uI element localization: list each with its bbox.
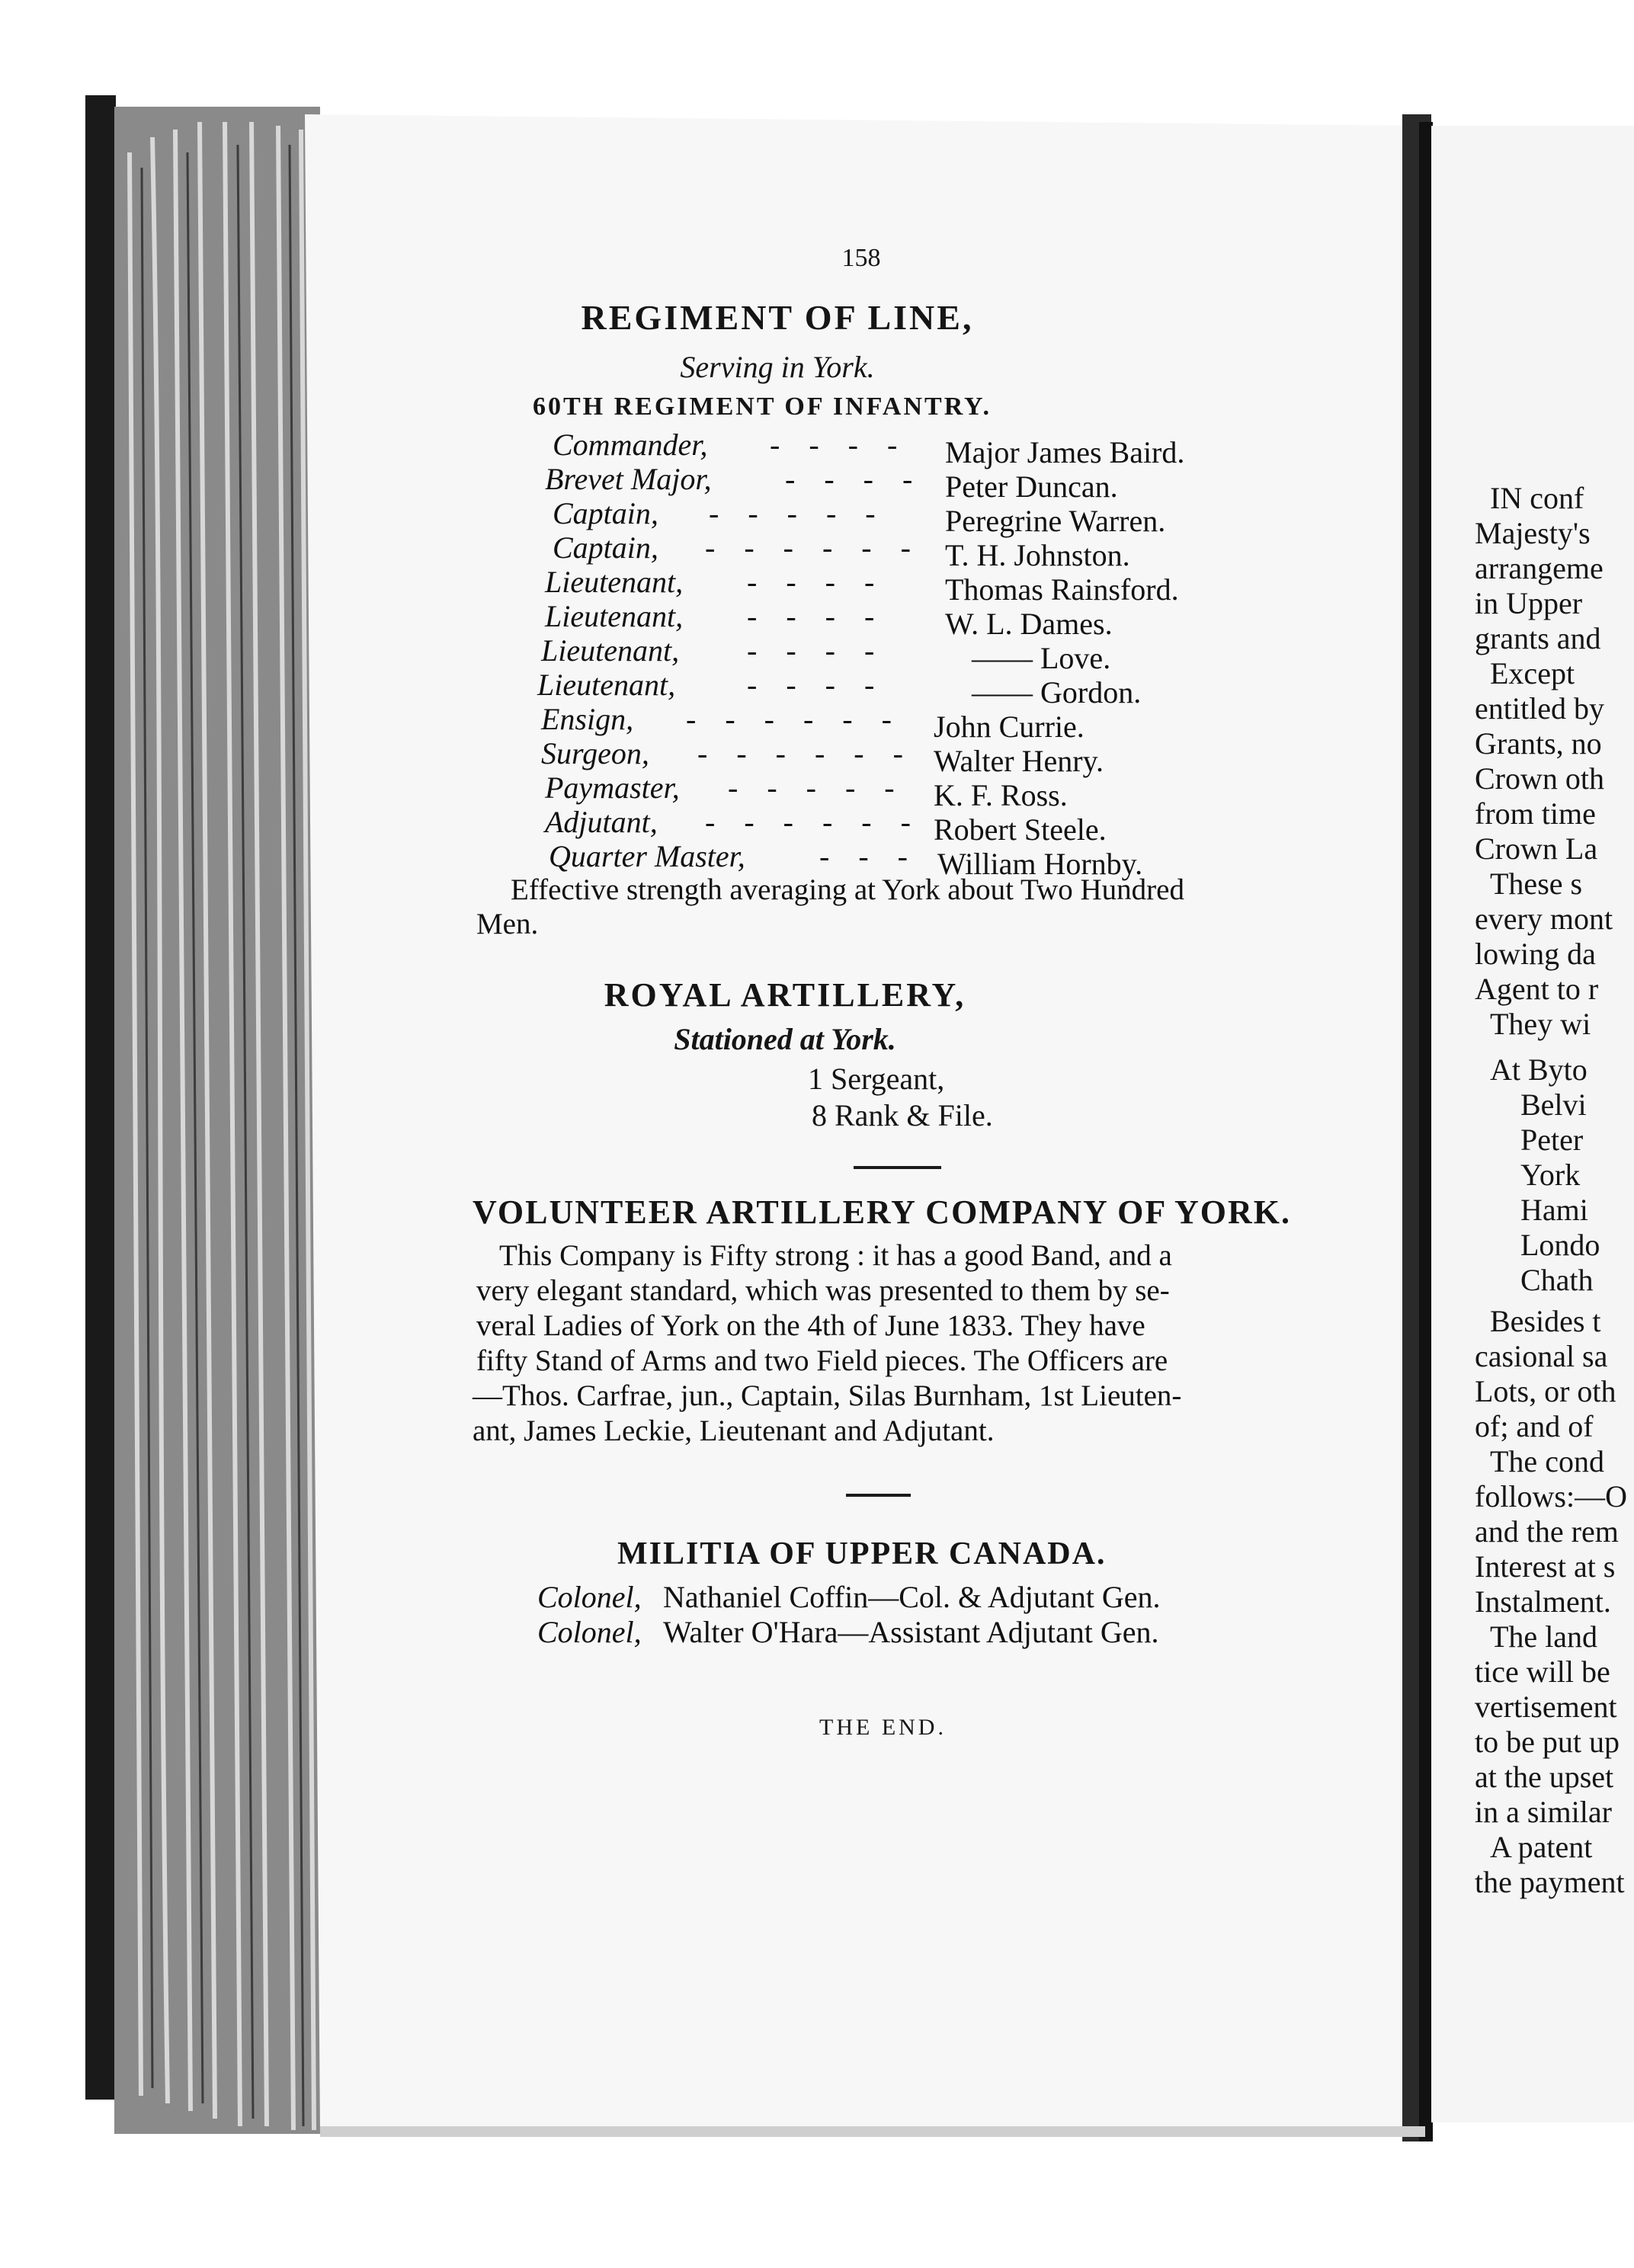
leader-dots: - - - - [770, 428, 908, 462]
volunteer-line: ant, James Leckie, Lieutenant and Adjutant. [473, 1414, 995, 1447]
right-page-line: every mont [1475, 902, 1613, 936]
leader-dots: - - - - [785, 462, 924, 496]
leader-dots: - - - - [747, 565, 886, 599]
right-page-line: Peter [1520, 1123, 1584, 1157]
officer-rank: Commander, [553, 428, 708, 462]
officer-rank: Lieutenant, [545, 565, 684, 599]
officer-name: K. F. Ross. [934, 778, 1068, 812]
right-page-line: from time [1475, 796, 1596, 831]
officer-name: —— Gordon. [972, 675, 1142, 710]
officer-name: John Currie. [934, 710, 1085, 744]
right-page-line: lowing da [1475, 937, 1596, 971]
volunteer-line: very elegant standard, which was presented to them by se- [476, 1274, 1170, 1307]
officer-rank: Ensign, [541, 702, 634, 736]
right-page-line: and the rem [1475, 1514, 1619, 1549]
regiment-title: REGIMENT OF LINE, [581, 298, 974, 337]
right-page-line: Crown La [1475, 831, 1598, 866]
officer-rank: Lieutenant, [545, 599, 684, 633]
officer-rank: Captain, [553, 530, 658, 565]
right-page-line: Lots, or oth [1475, 1374, 1616, 1408]
leader-dots: - - - - [747, 668, 886, 702]
strength-line-1: Effective strength averaging at York about Two Hundred [511, 873, 1184, 906]
right-page-line: These s [1490, 867, 1583, 901]
artillery-subtitle: Stationed at York. [674, 1022, 896, 1056]
artillery-title: ROYAL ARTILLERY, [604, 976, 966, 1014]
militia-name: Walter O'Hara—Assistant Adjutant Gen. [663, 1615, 1159, 1649]
right-page-line: vertisement [1475, 1690, 1617, 1724]
officer-rank: Paymaster, [545, 770, 680, 805]
right-page-line: IN conf [1490, 481, 1584, 515]
right-page-line: They wi [1490, 1007, 1591, 1041]
officer-name: Major James Baird. [945, 435, 1185, 469]
officer-name: Peregrine Warren. [945, 504, 1166, 538]
right-page-line: arrangeme [1475, 551, 1604, 585]
right-page-line: at the upset [1475, 1760, 1614, 1794]
right-page-line: Except [1490, 656, 1575, 690]
militia-title: MILITIA OF UPPER CANADA. [617, 1536, 1107, 1571]
regiment-subtitle: Serving in York. [680, 350, 875, 384]
artillery-line-2: 8 Rank & File. [812, 1098, 993, 1132]
officer-name: T. H. Johnston. [945, 538, 1130, 572]
officer-rank: Surgeon, [541, 736, 649, 770]
regiment-unit: 60TH REGIMENT OF INFANTRY. [533, 392, 992, 421]
leader-dots: - - - - - [709, 496, 886, 530]
officer-name: Robert Steele. [934, 812, 1107, 847]
officer-rank: Lieutenant, [541, 633, 680, 668]
leader-dots: - - - - [747, 633, 886, 668]
leader-dots: - - - - - - [705, 805, 921, 839]
strength-line-2: Men. [476, 908, 539, 940]
right-page-line: Interest at s [1475, 1549, 1616, 1584]
section-divider [846, 1494, 911, 1497]
artillery-line-1: 1 Sergeant, [808, 1062, 945, 1096]
leader-dots: - - - [819, 839, 918, 873]
volunteer-line: —Thos. Carfrae, jun., Captain, Silas Burnham, 1st Lieuten- [473, 1379, 1182, 1412]
right-page-line: in a similar [1475, 1795, 1612, 1829]
right-page-line: Chath [1520, 1263, 1594, 1297]
book-binding-edge [85, 95, 116, 2100]
right-page-line: of; and of [1475, 1409, 1594, 1443]
right-page-line: follows:—O [1475, 1479, 1627, 1514]
right-page-line: tice will be [1475, 1655, 1610, 1689]
volunteer-line: This Company is Fifty strong : it has a good Band, and a [499, 1239, 1172, 1272]
right-page-line: At Byto [1490, 1052, 1588, 1087]
right-page-line: Londo [1520, 1228, 1600, 1262]
right-page-line: The cond [1490, 1444, 1604, 1478]
leader-dots: - - - - - - [697, 736, 914, 770]
right-page-line: Agent to r [1475, 972, 1599, 1006]
right-page-line: Crown oth [1475, 761, 1604, 796]
leader-dots: - - - - - - [705, 530, 921, 565]
officer-rank: Quarter Master, [549, 839, 745, 873]
leader-dots: - - - - [747, 599, 886, 633]
right-page-line: A patent [1490, 1830, 1593, 1864]
officer-rank: Lieutenant, [537, 668, 676, 702]
officer-rank: Adjutant, [545, 805, 658, 839]
militia-rank: Colonel, [537, 1580, 642, 1614]
right-page-line: Hami [1520, 1193, 1588, 1227]
officer-name: William Hornby. [937, 847, 1143, 881]
section-divider [854, 1166, 941, 1169]
officer-rank: Captain, [553, 496, 658, 530]
right-page-line: grants and [1475, 621, 1601, 655]
right-page-line: Besides t [1490, 1304, 1601, 1338]
right-page-line: in Upper [1475, 586, 1583, 620]
officer-name: —— Love. [972, 641, 1111, 675]
leader-dots: - - - - - - [686, 702, 902, 736]
officer-name: W. L. Dames. [945, 607, 1113, 641]
right-page-line: casional sa [1475, 1339, 1608, 1373]
gutter-dark [1419, 122, 1433, 2141]
right-page-line: Instalment. [1475, 1584, 1611, 1619]
right-page [1437, 130, 1634, 2187]
right-page-line: York [1520, 1158, 1581, 1192]
right-page-line: entitled by [1475, 691, 1604, 726]
right-page-line: The land [1490, 1619, 1598, 1654]
the-end: THE END. [819, 1715, 947, 1740]
right-page-line: Belvi [1520, 1088, 1587, 1122]
left-page [320, 122, 1402, 2119]
officer-name: Peter Duncan. [945, 469, 1118, 504]
officer-rank: Brevet Major, [545, 462, 712, 496]
right-page-line: Grants, no [1475, 726, 1602, 761]
volunteer-title: VOLUNTEER ARTILLERY COMPANY OF YORK. [473, 1193, 1291, 1231]
page-number: 158 [841, 244, 881, 272]
officer-name: Thomas Rainsford. [945, 572, 1179, 607]
bottom-paper-edge [320, 2126, 1425, 2137]
volunteer-line: veral Ladies of York on the 4th of June 1833. They have [476, 1309, 1145, 1342]
volunteer-line: fifty Stand of Arms and two Field pieces. The Officers are [476, 1344, 1168, 1377]
right-page-line: to be put up [1475, 1725, 1620, 1759]
militia-rank: Colonel, [537, 1615, 642, 1649]
militia-name: Nathaniel Coffin—Col. & Adjutant Gen. [663, 1580, 1161, 1614]
right-page-line: Majesty's [1475, 516, 1591, 550]
officer-name: Walter Henry. [934, 744, 1104, 778]
right-page-line: the payment [1475, 1865, 1625, 1899]
leader-dots: - - - - - [728, 770, 905, 805]
